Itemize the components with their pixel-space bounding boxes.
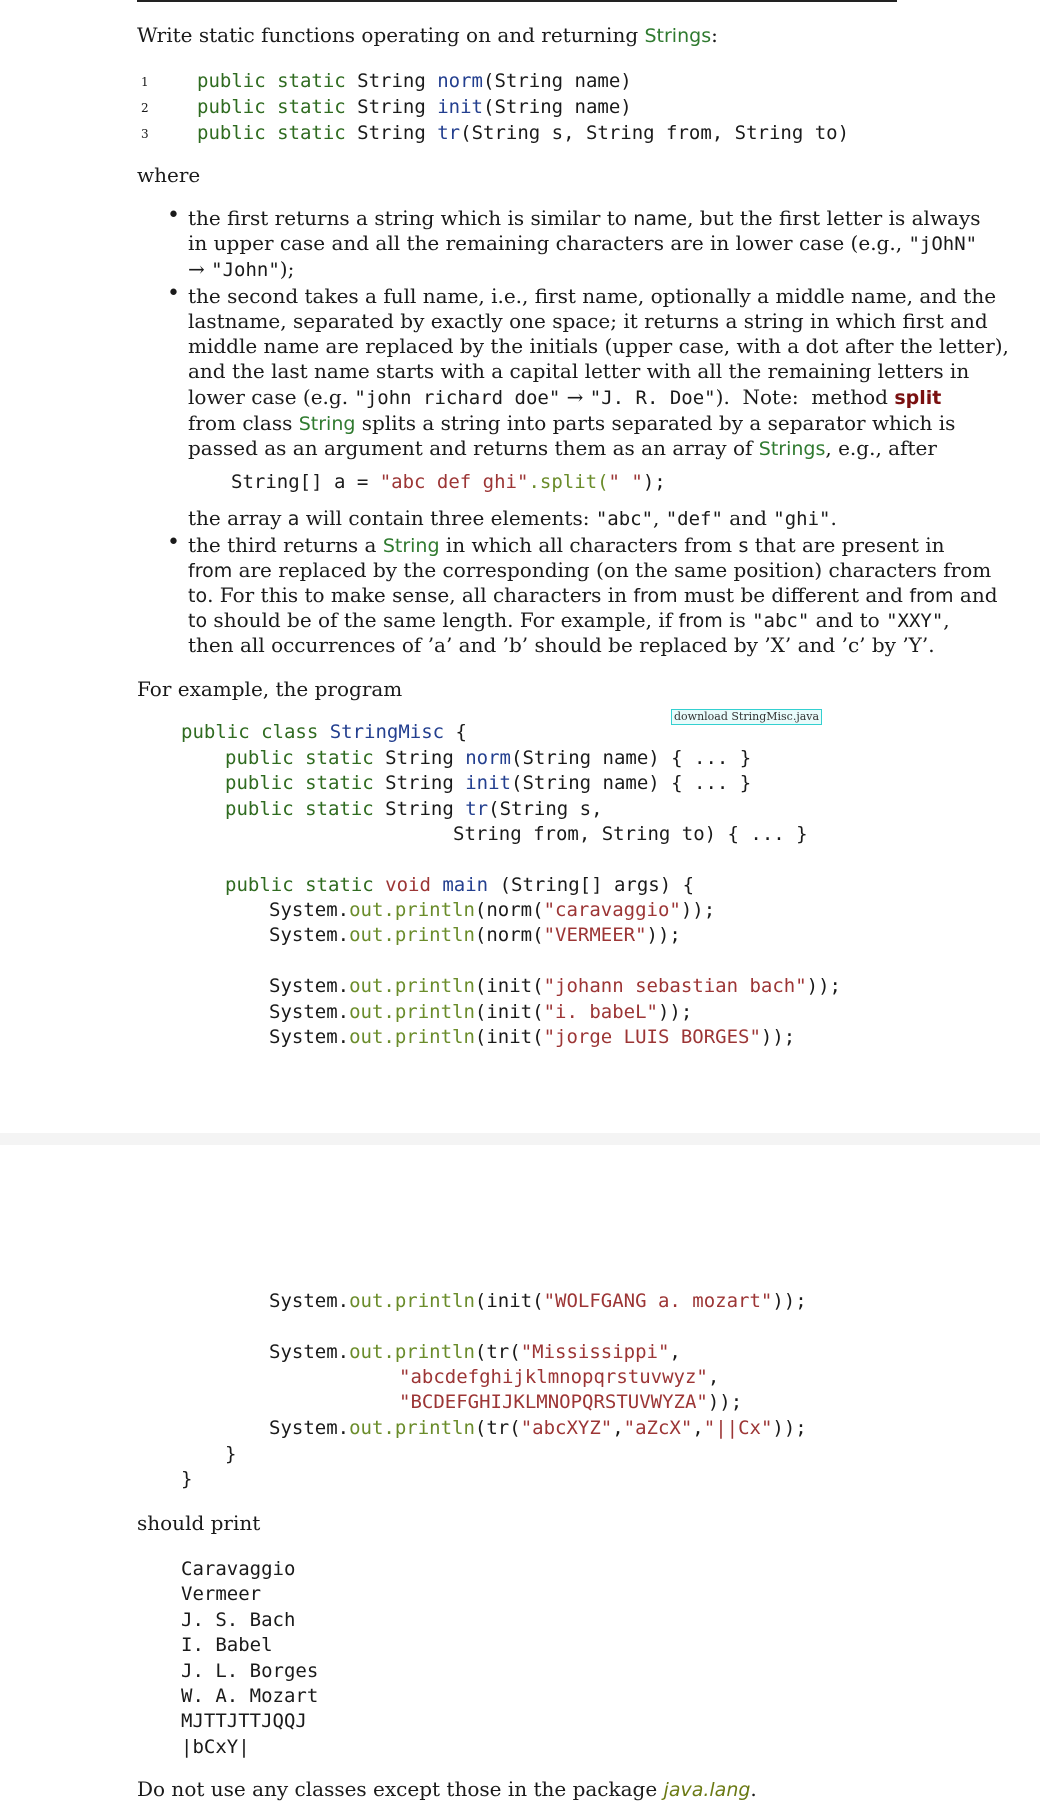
download-link[interactable]: download StringMisc.java <box>671 709 822 725</box>
code-init-decl: public static String init(String name) { ... } <box>225 772 752 794</box>
output-line: J. L. Borges <box>181 1660 319 1682</box>
line-number: 1 <box>141 75 149 89</box>
code-tr-call-1-arg3: "BCDEFGHIJKLMNOPQRSTUVWYZA")); <box>399 1391 743 1413</box>
bullet-dot: • <box>167 203 180 228</box>
code-close-main: } <box>225 1443 237 1465</box>
bullet3-line2: from are replaced by the corresponding (on the same position) characters from <box>188 558 992 582</box>
output-line: Vermeer <box>181 1583 262 1605</box>
bullet-dot: • <box>167 530 180 555</box>
bullet2-line8: the array a will contain three elements: "abc", "def" and "ghi". <box>188 506 837 530</box>
code-call: System.out.println(norm("VERMEER")); <box>269 924 681 946</box>
output-line: Caravaggio <box>181 1558 296 1580</box>
bullet2-line3: middle name are replaced by the initials (upper case, with a dot after the letter), <box>188 334 1009 358</box>
output-line: MJTTJTTJQQJ <box>181 1710 307 1732</box>
code-call: System.out.println(init("WOLFGANG a. mozart")); <box>269 1290 807 1312</box>
intro-colon: : <box>711 23 718 47</box>
intro-strings: Strings <box>644 25 712 47</box>
code-tr-call-1-arg2: "abcdefghijklmnopqrstuvwyz", <box>399 1366 720 1388</box>
bullet2-line5: lower case (e.g. "john richard doe" → "J. R. Doe"). Note: method split <box>188 385 942 409</box>
signature-init: public static String init(String name) <box>197 96 632 118</box>
footer-note: Do not use any classes except those in the package java.lang. <box>137 1777 757 1801</box>
code-call: System.out.println(init("i. babeL")); <box>269 1001 693 1023</box>
code-call: System.out.println(init("jorge LUIS BORGES")); <box>269 1026 796 1048</box>
code-norm-decl: public static String norm(String name) { ... } <box>225 747 752 769</box>
line-number: 3 <box>141 127 149 141</box>
code-main-decl: public static void main (String[] args) { <box>225 874 695 896</box>
java-lang-link[interactable]: java.lang <box>663 1779 751 1801</box>
bullet-dot: • <box>167 281 180 306</box>
code-tr-decl: public static String tr(String s, <box>225 798 603 820</box>
bullet3-line4: to should be of the same length. For example, if from is "abc" and to "XXY", <box>188 608 950 632</box>
bullet2-line4: and the last name starts with a capital letter with all the remaining letters in <box>188 359 970 383</box>
signature-tr: public static String tr(String s, String from, String to) <box>197 122 850 144</box>
intro-paragraph <box>137 22 718 49</box>
split-code-example: String[] a = "abc def ghi".split(" "); <box>231 471 666 493</box>
intro-text: Write static functions operating on and returning <box>137 23 645 47</box>
bullet3-line1: the third returns a String in which all characters from s that are present in <box>188 533 945 557</box>
bullet2-line7: passed as an argument and returns them as an array of Strings, e.g., after <box>188 436 937 460</box>
output-line: |bCxY| <box>181 1736 250 1758</box>
bullet2-line2: lastname, separated by exactly one space; it returns a string in which first and <box>188 309 988 333</box>
code-call: System.out.println(norm("caravaggio")); <box>269 899 716 921</box>
code-tr-call-2: System.out.println(tr("abcXYZ","aZcX","||Cx")); <box>269 1417 807 1439</box>
example-intro: For example, the program <box>137 677 403 701</box>
code-close-class: } <box>181 1468 193 1490</box>
bullet3-line5: then all occurrences of ’a’ and ’b’ should be replaced by ’X’ and ’c’ by ’Y’. <box>188 633 935 657</box>
code-tr-call-1: System.out.println(tr("Mississippi", <box>269 1341 681 1363</box>
output-line: I. Babel <box>181 1634 273 1656</box>
top-rule <box>137 0 897 2</box>
page-2 <box>0 1145 1040 1810</box>
signature-norm: public static String norm(String name) <box>197 70 632 92</box>
where-label: where <box>137 163 201 187</box>
output-line: J. S. Bach <box>181 1609 296 1631</box>
line-number: 2 <box>141 101 149 115</box>
bullet1-line3: → "John"); <box>188 257 295 281</box>
code-call: System.out.println(init("johann sebastian bach")); <box>269 975 841 997</box>
bullet1-line2: in upper case and all the remaining characters are in lower case (e.g., "jOhN" <box>188 231 978 255</box>
should-print-label: should print <box>137 1511 261 1535</box>
code-class-decl: public class StringMisc { <box>181 721 467 743</box>
page-separator <box>0 1133 1040 1145</box>
code-tr-decl-cont: String from, String to) { ... } <box>453 823 808 845</box>
bullet2-line1: the second takes a full name, i.e., first name, optionally a middle name, and the <box>188 284 997 308</box>
bullet2-line6: from class String splits a string into parts separated by a separator which is <box>188 411 956 435</box>
bullet3-line3: to. For this to make sense, all characters in from must be different and from and <box>188 583 998 607</box>
bullet1-line1: the first returns a string which is similar to name, but the first letter is always <box>188 206 981 230</box>
output-line: W. A. Mozart <box>181 1685 319 1707</box>
